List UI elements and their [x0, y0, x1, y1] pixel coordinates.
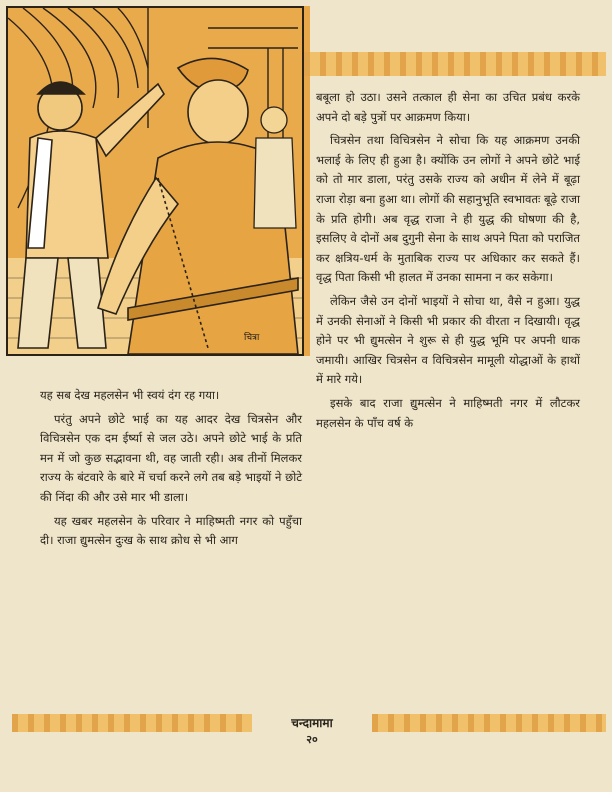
paragraph: इसके बाद राजा द्युमत्सेन ने माहिष्मती नगर में लौटकर महलसेन के पाँच वर्ष के	[316, 395, 580, 430]
page-number: २०	[306, 733, 318, 746]
artist-signature: चित्रा	[244, 333, 260, 343]
paragraph: परंतु अपने छोटे भाई का यह आदर देख चित्रसेन और विचित्रसेन एक दम ईर्ष्या से जल उठे। अपने छोटे भाई के प्रति मन में जो कुछ सद्भावना थी, वह जाती रही। अब तीनों मिलकर राज्य के बंटवारे के बारे में चर्चा करने लगे तब बड़े भाइयों ने छोटे की निंदा की और उसे मार भी डाला।	[40, 411, 302, 504]
paragraph: लेकिन जैसे उन दोनों भाइयों ने सोचा था, वैसे न हुआ। युद्ध में उनकी सेनाओं ने किसी भी प्रकार की वीरता न दिखायी। वृद्ध होने पर भी द्युमत्सेन ने शुरू से ही युद्ध भूमि पर अपनी धाक जमायी। आखिर चित्रसेन व विचित्रसेन मामूली योद्धाओं के हाथों में मारे गये।	[316, 293, 580, 387]
paragraph: चित्रसेन तथा विचित्रसेन ने सोचा कि यह आक्रमण उनकी भलाई के लिए ही हुआ है। क्योंकि उन लोगों ने अपने छोटे भाई को तो मार डाला, परंतु उसके राज्य को अधीन में लेने में बूढ़ा राजा रोड़ा बना हुआ था। लोगों की सहानुभूति स्वभावतः बूढ़े राजा के प्रति होगी। अब वृद्ध राजा ने ही युद्ध की घोषणा की है, इसलिए वे दोनों अब दुगुनी सेना के साथ अपने पिता को पराजित कर क्षत्रिय-धर्म के मुताबिक राज्य पर अधिकार कर सकते हैं। वृद्ध पिता किसी भी हालत में उनका सामना न कर सकेगा।	[316, 133, 580, 285]
paragraph: यह सब देख महलसेन भी स्वयं दंग रह गया।	[40, 388, 220, 402]
right-text-column	[316, 88, 580, 437]
paragraph: बबूला हो उठा। उसने तत्काल ही सेना का उचित प्रबंध करके अपने दो बड़े पुत्रों पर आक्रमण किया।	[316, 90, 580, 124]
paragraph: यह खबर महलसेन के परिवार ने माहिष्मती नगर को पहुँचा दी। राजा द्युमत्सेन दुःख के साथ क्रोध से भी आग	[40, 513, 302, 548]
left-text-column	[40, 386, 302, 555]
magazine-title: चन्दामामा	[291, 716, 333, 730]
decorative-band-footer-left	[12, 714, 252, 732]
decorative-band-footer-right	[372, 714, 606, 732]
story-illustration	[6, 6, 304, 356]
decorative-band-top	[304, 52, 606, 76]
